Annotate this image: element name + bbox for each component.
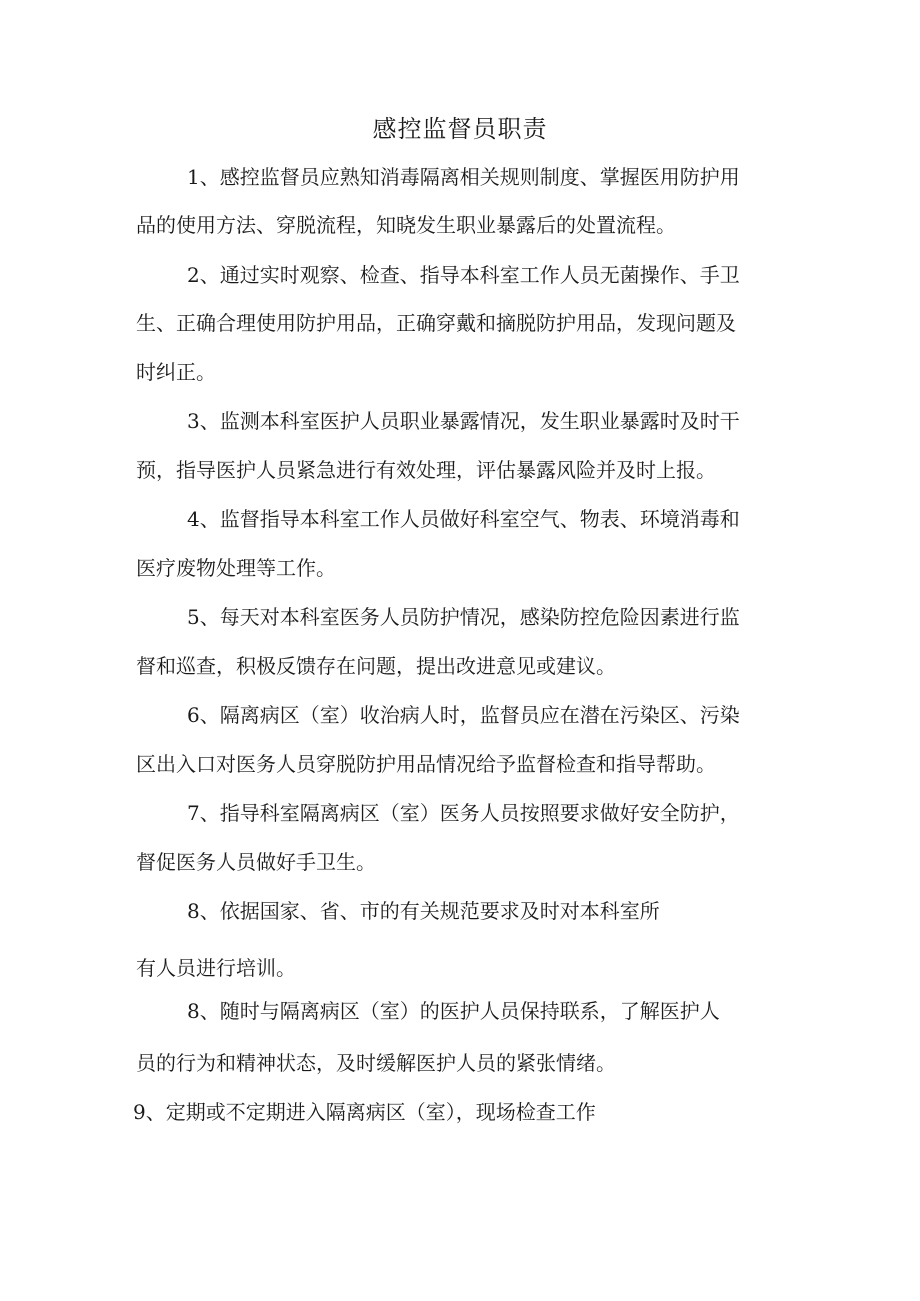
- item-2-line-2: 生、正确合理使用防护用品，正确穿戴和摘脱防护用品，发现问题及: [136, 311, 736, 335]
- item-8a-line-2: 有人员进行培训。: [136, 956, 296, 980]
- item-8b-line-1: 8、随时与隔离病区（室）的医护人员保持联系，了解医护人: [187, 999, 720, 1023]
- item-8b-line-2: 员的行为和精神状态，及时缓解医护人员的紧张情绪。: [136, 1051, 616, 1075]
- item-1-line-2: 品的使用方法、穿脱流程，知晓发生职业暴露后的处置流程。: [136, 213, 676, 237]
- item-7-line-1: 7、指导科室隔离病区（室）医务人员按照要求做好安全防护，: [187, 801, 740, 825]
- item-2-line-3: 时纠正。: [136, 360, 216, 384]
- item-5-line-2: 督和巡查，积极反馈存在问题，提出改进意见或建议。: [136, 654, 616, 678]
- item-3-line-1: 3、监测本科室医护人员职业暴露情况，发生职业暴露时及时干: [187, 409, 740, 433]
- item-8a-line-1: 8、依据国家、省、市的有关规范要求及时对本科室所: [187, 899, 660, 923]
- item-4-line-2: 医疗废物处理等工作。: [136, 556, 336, 580]
- item-6-line-1: 6、隔离病区（室）收治病人时，监督员应在潜在污染区、污染: [187, 703, 740, 727]
- item-6-line-2: 区出入口对医务人员穿脱防护用品情况给予监督检查和指导帮助。: [136, 752, 716, 776]
- item-2-line-1: 2、通过实时观察、检查、指导本科室工作人员无菌操作、手卫: [187, 263, 740, 287]
- item-5-line-1: 5、每天对本科室医务人员防护情况，感染防控危险因素进行监: [187, 605, 740, 629]
- item-4-line-1: 4、监督指导本科室工作人员做好科室空气、物表、环境消毒和: [187, 507, 740, 531]
- document-title: 感控监督员职责: [372, 115, 548, 143]
- item-9-line-1: 9、定期或不定期进入隔离病区（室），现场检查工作: [133, 1100, 596, 1124]
- item-7-line-2: 督促医务人员做好手卫生。: [136, 850, 376, 874]
- item-3-line-2: 预，指导医护人员紧急进行有效处理，评估暴露风险并及时上报。: [136, 458, 716, 482]
- item-1-line-1: 1、感控监督员应熟知消毒隔离相关规则制度、掌握医用防护用: [187, 165, 740, 189]
